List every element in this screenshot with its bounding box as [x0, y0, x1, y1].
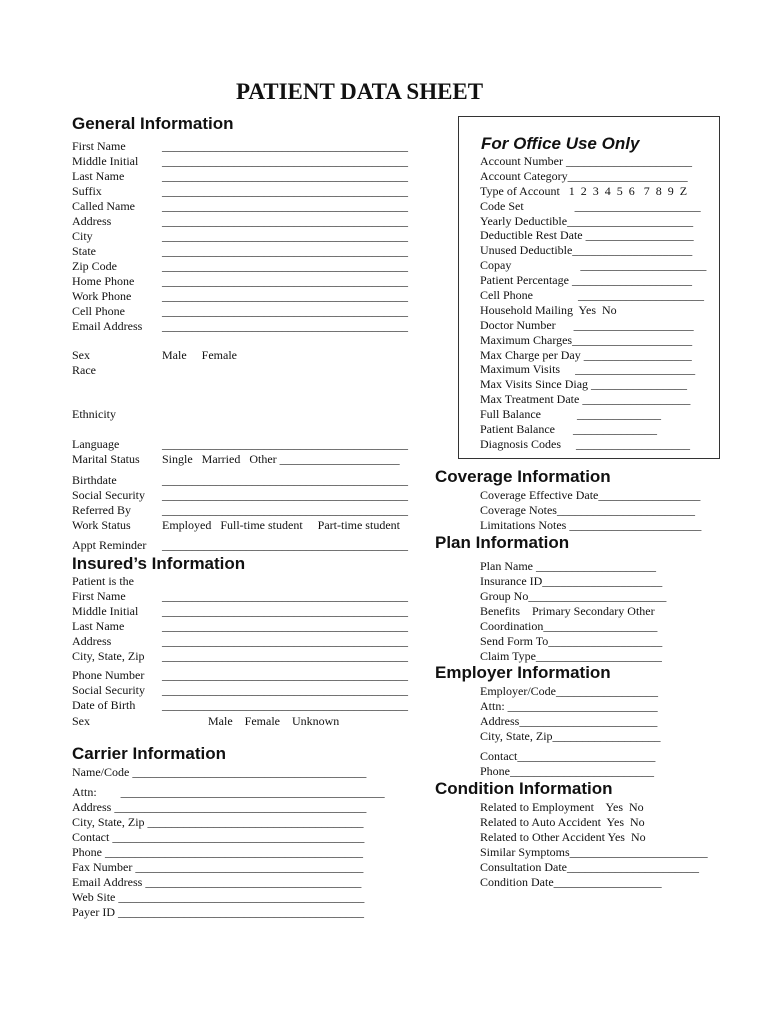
- employer-address-field[interactable]: Address_______________________: [480, 714, 658, 728]
- carrier-fax-field[interactable]: Fax Number ______________________________________: [72, 860, 364, 874]
- benefits-options[interactable]: Benefits Primary Secondary Other: [480, 604, 655, 618]
- plan-fields: [480, 559, 666, 664]
- employer-city-field[interactable]: City, State, Zip__________________: [480, 729, 661, 743]
- field-label: Address: [72, 634, 112, 648]
- address-field[interactable]: _________________________________________: [162, 214, 408, 228]
- field-label: Called Name: [72, 199, 135, 213]
- social-security-field[interactable]: _________________________________________: [162, 488, 408, 502]
- copay-field[interactable]: Copay _____________________: [480, 258, 707, 273]
- yearly-deductible-field[interactable]: Yearly Deductible_____________________: [480, 213, 694, 228]
- unused-deductible-field[interactable]: Unused Deductible____________________: [480, 243, 693, 258]
- carrier-address-field[interactable]: Address __________________________________________: [72, 800, 367, 814]
- diagnosis-codes-field[interactable]: Diagnosis Codes ___________________: [480, 436, 690, 451]
- state-field[interactable]: _________________________________________: [162, 244, 408, 258]
- employer-info-heading: Employer Information: [435, 663, 611, 682]
- general-info-heading: General Information: [72, 114, 234, 133]
- middle-initial-field[interactable]: _________________________________________: [162, 154, 408, 168]
- language-label: Language: [72, 437, 120, 451]
- field-label: Email Address: [72, 319, 143, 333]
- plan-info-heading: Plan Information: [435, 533, 570, 552]
- carrier-contact-field[interactable]: Contact __________________________________________: [72, 830, 365, 844]
- condition-fields: [480, 800, 708, 890]
- field-label: First Name: [72, 589, 126, 603]
- carrier-fields: [72, 785, 385, 920]
- employer-fields-2: [480, 749, 655, 779]
- carrier-info-heading: Carrier Information: [72, 744, 226, 763]
- work-phone-field[interactable]: _________________________________________: [162, 289, 408, 303]
- marital-status-label: Marital Status: [72, 452, 140, 466]
- race-label: Race: [72, 363, 96, 377]
- field-label: First Name: [72, 139, 126, 153]
- claim-type-field[interactable]: Claim Type_____________________: [480, 649, 662, 663]
- similar-symptoms-field[interactable]: Similar Symptoms_______________________: [480, 845, 708, 859]
- insured-first-name-field[interactable]: _________________________________________: [162, 589, 408, 603]
- suffix-field[interactable]: _________________________________________: [162, 184, 408, 198]
- carrier-city-field[interactable]: City, State, Zip ____________________________________: [72, 815, 364, 829]
- patient-is-label: Patient is the: [72, 574, 134, 588]
- coverage-notes-field[interactable]: Coverage Notes_______________________: [480, 503, 695, 517]
- send-form-to-field[interactable]: Send Form To___________________: [480, 634, 663, 648]
- first-name-field[interactable]: _________________________________________: [162, 139, 408, 153]
- field-label: Work Phone: [72, 289, 132, 303]
- field-label: Last Name: [72, 619, 125, 633]
- field-label: Date of Birth: [72, 698, 136, 712]
- office-fields: [480, 154, 706, 452]
- last-name-field[interactable]: _________________________________________: [162, 169, 408, 183]
- condition-date-field[interactable]: Condition Date__________________: [480, 875, 662, 889]
- referred-by-field[interactable]: _________________________________________: [162, 503, 408, 517]
- social-security-label: Social Security: [72, 488, 145, 502]
- field-label: Last Name: [72, 169, 125, 183]
- marital-status-options[interactable]: Single Married Other ____________________: [162, 452, 400, 466]
- field-label: Cell Phone: [72, 304, 125, 318]
- insured-sex-options[interactable]: Male Female Unknown: [208, 714, 340, 728]
- carrier-website-field[interactable]: Web Site _________________________________________: [72, 890, 365, 904]
- carrier-attn-field[interactable]: Attn: ____________________________________________: [72, 785, 385, 799]
- max-charge-per-day-field[interactable]: Max Charge per Day __________________: [480, 347, 692, 362]
- related-employment-options[interactable]: Related to Employment Yes No: [480, 800, 644, 814]
- group-no-field[interactable]: Group No_______________________: [480, 589, 667, 603]
- email-field[interactable]: _________________________________________: [162, 319, 408, 333]
- insured-last-name-field[interactable]: _________________________________________: [162, 619, 408, 633]
- field-label: Middle Initial: [72, 154, 139, 168]
- coverage-info-heading: Coverage Information: [435, 467, 611, 486]
- carrier-name-code-field[interactable]: Name/Code _______________________________________: [72, 765, 367, 779]
- condition-info-heading: Condition Information: [435, 779, 613, 798]
- employer-fields: [480, 684, 661, 744]
- field-label: Social Security: [72, 683, 145, 697]
- related-auto-accident-options[interactable]: Related to Auto Accident Yes No: [480, 815, 645, 829]
- appt-reminder-field[interactable]: _________________________________________: [162, 538, 408, 552]
- page-title: PATIENT DATA SHEET: [236, 79, 484, 104]
- birthdate-label: Birthdate: [72, 473, 117, 487]
- doctor-number-field[interactable]: Doctor Number ____________________: [480, 317, 694, 332]
- field-label: Middle Initial: [72, 604, 139, 618]
- field-label: Address: [72, 214, 112, 228]
- employer-phone-field[interactable]: Phone________________________: [480, 764, 654, 778]
- carrier-phone-field[interactable]: Phone ___________________________________________: [72, 845, 363, 859]
- account-number-field[interactable]: Account Number _____________________: [480, 154, 692, 168]
- field-label: Phone Number: [72, 668, 145, 682]
- coverage-effective-date-field[interactable]: Coverage Effective Date_________________: [480, 488, 701, 502]
- insured-sex-label: Sex: [72, 714, 90, 728]
- zip-field[interactable]: _________________________________________: [162, 259, 408, 273]
- household-mailing-options[interactable]: Household Mailing Yes No: [480, 302, 617, 317]
- field-label: State: [72, 244, 96, 258]
- insured-dob-field[interactable]: _________________________________________: [162, 698, 408, 712]
- city-field[interactable]: _________________________________________: [162, 229, 408, 243]
- employer-code-field[interactable]: Employer/Code_________________: [480, 684, 658, 698]
- appt-reminder-label: Appt Reminder: [72, 538, 147, 552]
- deductible-rest-date-field[interactable]: Deductible Rest Date __________________: [480, 228, 694, 243]
- field-label: Home Phone: [72, 274, 135, 288]
- limitations-notes-field[interactable]: Limitations Notes ______________________: [480, 518, 702, 532]
- coverage-fields: [480, 488, 701, 533]
- sex-label: Sex: [72, 348, 90, 362]
- cell-phone-field[interactable]: _________________________________________: [162, 304, 408, 318]
- insurance-id-field[interactable]: Insurance ID____________________: [480, 574, 663, 588]
- sex-options[interactable]: Male Female: [162, 348, 237, 362]
- patient-percentage-field[interactable]: Patient Percentage ____________________: [480, 273, 692, 288]
- office-use-heading: For Office Use Only: [481, 134, 640, 153]
- work-status-options[interactable]: Employed Full-time student Part-time student: [162, 518, 400, 532]
- plan-name-field[interactable]: Plan Name ____________________: [480, 559, 656, 573]
- type-of-account-options[interactable]: Type of Account 1 2 3 4 5 6 7 8 9 Z: [480, 183, 688, 198]
- ethnicity-label: Ethnicity: [72, 407, 116, 421]
- office-cell-phone-field[interactable]: Cell Phone _____________________: [480, 288, 704, 303]
- language-field[interactable]: _________________________________________: [162, 437, 408, 451]
- field-label: Suffix: [72, 184, 102, 198]
- carrier-payer-id-field[interactable]: Payer ID _________________________________________: [72, 905, 364, 919]
- home-phone-field[interactable]: _________________________________________: [162, 274, 408, 288]
- account-category-field[interactable]: Account Category____________________: [480, 168, 688, 183]
- insured-info-heading: Insured’s Information: [72, 554, 246, 573]
- maximum-visits-field[interactable]: Maximum Visits ____________________: [480, 362, 696, 377]
- patient-balance-field[interactable]: Patient Balance ______________: [480, 422, 657, 437]
- field-label: City: [72, 229, 93, 243]
- field-label: City, State, Zip: [72, 649, 145, 663]
- code-set-field[interactable]: Code Set _____________________: [480, 198, 701, 213]
- field-label: Zip Code: [72, 259, 117, 273]
- insured-city-field[interactable]: _________________________________________: [162, 649, 408, 663]
- birthdate-field[interactable]: _________________________________________: [162, 473, 408, 487]
- max-treatment-date-field[interactable]: Max Treatment Date __________________: [480, 392, 691, 407]
- insured-ssn-field[interactable]: _________________________________________: [162, 683, 408, 697]
- work-status-label: Work Status: [72, 518, 131, 532]
- called-name-field[interactable]: _________________________________________: [162, 199, 408, 213]
- related-other-accident-options[interactable]: Related to Other Accident Yes No: [480, 830, 646, 844]
- max-visits-since-diag-field[interactable]: Max Visits Since Diag ________________: [480, 377, 688, 392]
- full-balance-field[interactable]: Full Balance ______________: [480, 407, 661, 422]
- insured-middle-initial-field[interactable]: _________________________________________: [162, 604, 408, 618]
- carrier-email-field[interactable]: Email Address ____________________________________: [72, 875, 362, 889]
- insured-address-field[interactable]: _________________________________________: [162, 634, 408, 648]
- insured-phone-field[interactable]: _________________________________________: [162, 668, 408, 682]
- maximum-charges-field[interactable]: Maximum Charges____________________: [480, 332, 693, 347]
- employer-attn-field[interactable]: Attn: _________________________: [480, 699, 658, 713]
- consultation-date-field[interactable]: Consultation Date______________________: [480, 860, 699, 874]
- referred-by-label: Referred By: [72, 503, 131, 517]
- employer-contact-field[interactable]: Contact_______________________: [480, 749, 656, 763]
- coordination-field[interactable]: Coordination___________________: [480, 619, 658, 633]
